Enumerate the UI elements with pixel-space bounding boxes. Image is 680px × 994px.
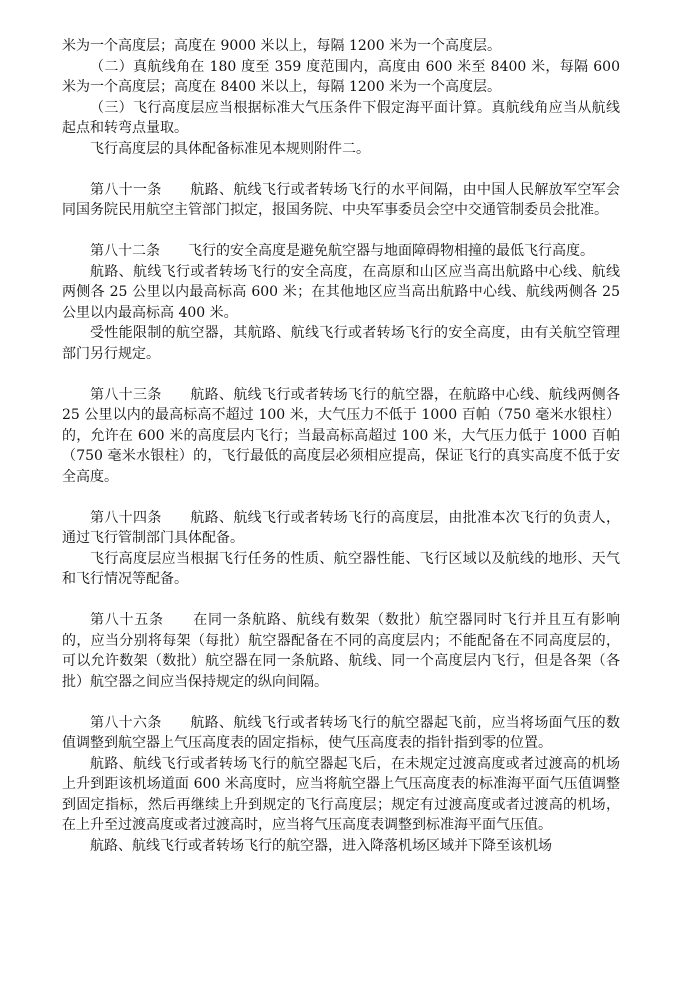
paragraph-gap [62,590,620,611]
paragraph-gap [62,364,620,385]
body-paragraph: 受性能限制的航空器，其航路、航线飞行或者转场飞行的安全高度，由有关航空管理部门另行规定。 [62,325,620,362]
body-paragraph: （三）飞行高度层应当根据标准大气压条件下假定海平面计算。真航线角应当从航线起点和转弯点量取。 [62,99,620,136]
body-paragraph: 飞行高度层应当根据飞行任务的性质、航空器性能、飞行区域以及航线的地形、天气和飞行情况等配备。 [62,550,620,587]
paragraph-gap [62,487,620,508]
body-paragraph: 第八十六条 航路、航线飞行或者转场飞行的航空器起飞前，应当将场面气压的数值调整到航空器上气压高度表的固定指标，使气压高度表的指针指到零的位置。 [62,714,620,751]
body-paragraph: 航路、航线飞行或者转场飞行的安全高度，在高原和山区应当高出航路中心线、航线两侧各 25 公里以内最高标高 600 米；在其他地区应当高出航路中心线、航线两侧各 25 公里以内最高标高 400 米。 [62,263,620,321]
paragraph-gap [62,692,620,713]
paragraph-gap [62,221,620,242]
body-paragraph: 第八十五条 在同一条航路、航线有数架（数批）航空器同时飞行并且互有影响的，应当分别将每架（每批）航空器配备在不同的高度层内；不能配备在不同高度层的，可以允许数架（数批）航空器在同一条航路、航线、同一个高度层内飞行，但是各架（各批）航空器之间应当保持规定的纵向间隔。 [62,612,620,690]
paragraph-gap [62,159,620,180]
document-page [62,36,620,856]
body-paragraph: 第八十一条 航路、航线飞行或者转场飞行的水平间隔，由中国人民解放军空军会同国务院民用航空主管部门拟定，报国务院、中央军事委员会空中交通管制委员会批准。 [62,181,620,218]
body-paragraph: 米为一个高度层；高度在 9000 米以上，每隔 1200 米为一个高度层。 [62,38,502,54]
body-paragraph: 航路、航线飞行或者转场飞行的航空器，进入降落机场区域并下降至该机场 [90,837,552,854]
body-paragraph: 第八十三条 航路、航线飞行或者转场飞行的航空器，在航路中心线、航线两侧各 25 公里以内的最高标高不超过 100 米，大气压力不低于 1000 百帕（750 毫米水银柱）的，允许在 600 米的高度层内飞行；当最高标高超过 100 米，大气压力低于 1000 百帕（750 毫米水银柱）的，飞行最低的高度层必须相应提高，保证飞行的真实高度不低于安全高度。 [62,386,620,485]
body-paragraph: 飞行高度层的具体配备标准见本规则附件二。 [90,140,370,157]
body-paragraph: 第八十四条 航路、航线飞行或者转场飞行的高度层，由批准本次飞行的负责人，通过飞行管制部门具体配备。 [62,509,620,546]
body-paragraph: （二）真航线角在 180 度至 359 度范围内，高度由 600 米至 8400 米，每隔 600 米为一个高度层；高度在 8400 米以上，每隔 1200 米为一个高度层。 [62,58,620,95]
body-paragraph: 航路、航线飞行或者转场飞行的航空器起飞后，在未规定过渡高度或者过渡高的机场上升到距该机场道面 600 米高度时，应当将航空器上气压高度表的标准海平面气压值调整到固定指标，然后再继续上升到规定的飞行高度层；规定有过渡高度或者过渡高的机场，在上升至过渡高度或者过渡高时，应当将气压高度表调整到标准海平面气压值。 [62,755,620,833]
body-paragraph: 第八十二条 飞行的安全高度是避免航空器与地面障碍物相撞的最低飞行高度。 [90,243,594,259]
